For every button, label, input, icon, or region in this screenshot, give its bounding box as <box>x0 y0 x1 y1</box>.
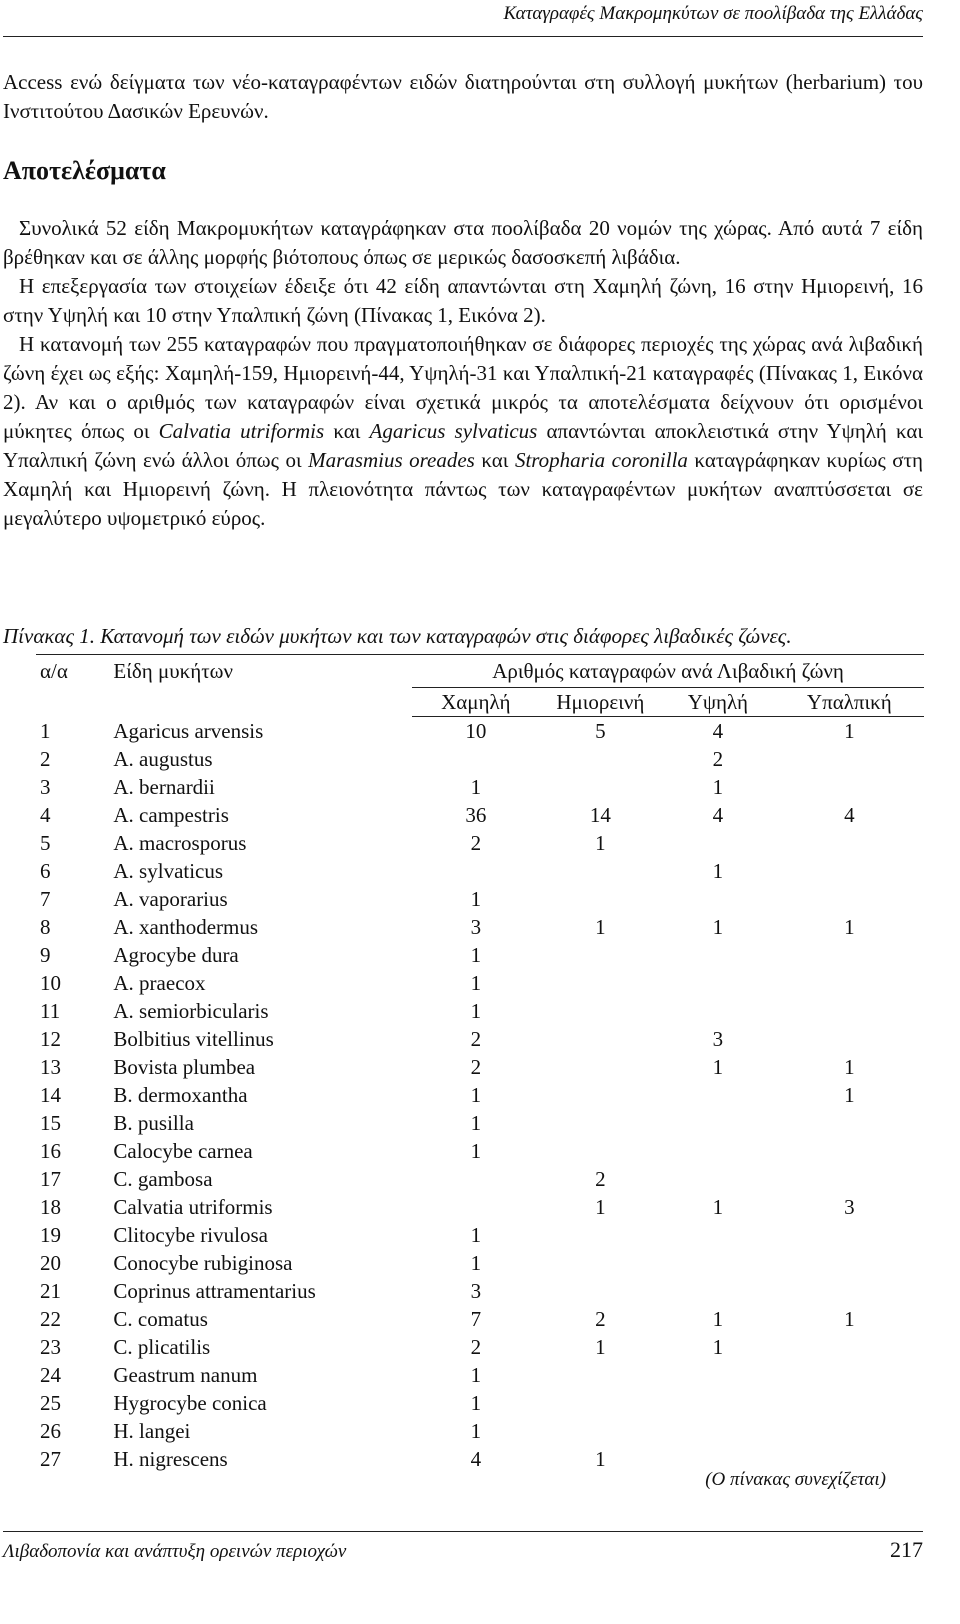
col-header-zone-submontane: Ημιορεινή <box>540 688 662 717</box>
col-header-zone-subalpine: Υπαλπική <box>775 688 924 717</box>
record-count <box>775 1389 924 1417</box>
record-count: 2 <box>595 1167 606 1191</box>
species-name: A. campestris <box>113 803 229 827</box>
table-row <box>36 1025 924 1053</box>
row-number: 11 <box>40 999 61 1023</box>
record-count: 1 <box>470 1391 482 1415</box>
record-count: 2 <box>470 1027 482 1051</box>
species-name: Calocybe carnea <box>113 1139 253 1163</box>
record-count: 1 <box>470 999 482 1023</box>
table-row <box>36 1221 924 1249</box>
record-count: 1 <box>470 1083 482 1107</box>
record-count <box>775 1025 924 1053</box>
row-number: 3 <box>40 775 51 799</box>
record-count <box>540 1361 662 1389</box>
record-count: 1 <box>470 971 482 995</box>
species-name: Clitocybe rivulosa <box>113 1223 268 1247</box>
record-count: 2 <box>470 831 482 855</box>
row-number: 20 <box>40 1251 61 1275</box>
row-number: 8 <box>40 915 51 939</box>
record-count <box>775 1417 924 1445</box>
record-count <box>661 997 774 1025</box>
record-count: 14 <box>589 803 611 827</box>
species-name: A. sylvaticus <box>113 859 224 883</box>
species-name: Coprinus attramentarius <box>113 1279 316 1303</box>
record-count: 1 <box>595 1335 606 1359</box>
record-count: 3 <box>712 1027 724 1051</box>
row-number: 27 <box>40 1447 61 1471</box>
footer-rule <box>3 1531 923 1532</box>
species-name: C. gambosa <box>113 1167 213 1191</box>
row-number: 22 <box>40 1307 61 1331</box>
record-count: 1 <box>595 1195 606 1219</box>
species-marasmius: Marasmius oreades <box>308 448 475 472</box>
table-row <box>36 1333 924 1361</box>
results-paragraph-3 <box>3 330 923 533</box>
record-count <box>775 1137 924 1165</box>
table-continued-note: (Ο πίνακας συνεχίζεται) <box>705 1469 886 1490</box>
results-text <box>3 214 923 533</box>
species-name: A. augustus <box>113 747 213 771</box>
p3-text-c: απαντώνται αποκλειστικά στην Υψηλή και Υπαλπική ζώνη ενώ άλλοι όπως οι <box>3 419 923 472</box>
record-count <box>775 997 924 1025</box>
record-count <box>775 1109 924 1137</box>
species-name: Calvatia utriformis <box>113 1195 273 1219</box>
row-number: 24 <box>40 1363 61 1387</box>
table-row <box>36 1081 924 1109</box>
record-count <box>661 829 774 857</box>
record-count: 1 <box>595 1447 606 1471</box>
record-count <box>412 745 539 773</box>
record-count <box>775 1221 924 1249</box>
record-count: 4 <box>844 803 855 827</box>
record-count <box>661 1165 774 1193</box>
record-count: 1 <box>470 1139 482 1163</box>
row-number: 17 <box>40 1167 61 1191</box>
record-count <box>661 1221 774 1249</box>
species-table <box>36 654 924 1473</box>
table-row <box>36 1249 924 1277</box>
p3-text-d: και <box>481 448 509 472</box>
table-row <box>36 1361 924 1389</box>
record-count <box>661 1249 774 1277</box>
row-number: 12 <box>40 1027 61 1051</box>
record-count <box>775 773 924 801</box>
species-name: Agrocybe dura <box>113 943 239 967</box>
record-count <box>661 1361 774 1389</box>
p3-text-e: καταγράφηκαν κυρίως στη Χαμηλή και Ημιορεινή ζώνη. Η πλειονότητα πάντως των καταγραφέντων μυκήτων αναπτύσσεται σε μεγαλύτερο υψομετρικό εύρος. <box>3 448 924 530</box>
record-count <box>775 941 924 969</box>
record-count <box>540 1137 662 1165</box>
p3-text-b: και <box>333 419 361 443</box>
species-agaricus: Agaricus sylvaticus <box>369 419 538 443</box>
record-count <box>661 1109 774 1137</box>
table-row <box>36 1305 924 1333</box>
intro-text: Access ενώ δείγματα των νέο-καταγραφέντων ειδών διατηρούνται στη συλλογή μυκήτων (herbarium) του Ινστιτούτου Δασικών Ερευνών. <box>3 70 923 123</box>
row-number: 16 <box>40 1139 61 1163</box>
record-count <box>540 745 662 773</box>
species-stropharia: Stropharia coronilla <box>514 448 688 472</box>
record-count: 1 <box>844 1055 855 1079</box>
record-count: 4 <box>712 803 724 827</box>
row-number: 1 <box>40 718 51 743</box>
record-count <box>540 1417 662 1445</box>
record-count: 1 <box>844 1083 855 1107</box>
row-number: 23 <box>40 1335 61 1359</box>
table-row <box>36 1193 924 1221</box>
record-count <box>661 1277 774 1305</box>
record-count: 2 <box>470 1335 482 1359</box>
table-row <box>36 969 924 997</box>
species-name: A. semiorbicularis <box>113 999 269 1023</box>
record-count <box>540 1025 662 1053</box>
record-count: 1 <box>470 1419 482 1443</box>
record-count <box>661 969 774 997</box>
running-head: Καταγραφές Μακρομηκύτων σε ποολίβαδα της Ελλάδας <box>503 3 923 24</box>
species-name: H. langei <box>113 1419 191 1443</box>
p3-text-a: Η κατανομή των 255 καταγραφών που πραγματοποιήθηκαν σε διάφορες περιοχές της χώρας ανά λιβαδική ζώνη έχει ως εξής: Χαμηλή-159, Ημιορεινή-44, Υψηλή-31 και Υπαλπική-21 καταγραφές (Πίνακας 1, Εικόνα 2). Αν και ο αριθμός των καταγραφών είναι σχετικά μικρός τα αποτελέσματα δείχνουν ότι ορισμένοι μύκητες όπως οι <box>3 332 923 443</box>
record-count <box>540 941 662 969</box>
intro-paragraph <box>3 68 923 126</box>
table-header-row-2 <box>36 688 924 717</box>
record-count: 1 <box>712 1055 724 1079</box>
row-number: 14 <box>40 1083 61 1107</box>
results-paragraph-2: Η επεξεργασία των στοιχείων έδειξε ότι 42 είδη απαντώνται στη Χαμηλή ζώνη, 16 στην Ημιορεινή, 16 στην Υψηλή και 10 στην Υπαλπική ζώνη (Πίνακας 1, Εικόνα 2). <box>3 274 923 327</box>
record-count <box>775 745 924 773</box>
col-header-spacer <box>36 688 113 717</box>
table-row <box>36 885 924 913</box>
record-count: 1 <box>470 943 482 967</box>
species-name: H. nigrescens <box>113 1447 228 1471</box>
record-count <box>775 857 924 885</box>
row-number: 21 <box>40 1279 61 1303</box>
table-body <box>36 717 924 1474</box>
table-row <box>36 1389 924 1417</box>
record-count: 2 <box>470 1055 482 1079</box>
table-row <box>36 1165 924 1193</box>
record-count: 36 <box>465 803 487 827</box>
record-count <box>540 857 662 885</box>
record-count <box>540 773 662 801</box>
record-count: 1 <box>470 1251 482 1275</box>
record-count <box>661 885 774 913</box>
col-header-no: α/α <box>40 659 68 684</box>
record-count: 1 <box>712 775 724 799</box>
species-name: A. macrosporus <box>113 831 247 855</box>
row-number: 18 <box>40 1195 61 1219</box>
species-name: A. praecox <box>113 971 206 995</box>
record-count <box>661 1081 774 1109</box>
record-count: 10 <box>465 719 487 743</box>
record-count <box>540 997 662 1025</box>
record-count <box>775 885 924 913</box>
row-number: 10 <box>40 971 61 995</box>
row-number: 2 <box>40 747 51 771</box>
record-count: 1 <box>712 1195 724 1219</box>
record-count: 1 <box>470 1223 482 1247</box>
record-count <box>775 1333 924 1361</box>
table-caption: Πίνακας 1. Κατανομή των ειδών μυκήτων και των καταγραφών στις διάφορες λιβαδικές ζώνες. <box>3 624 792 648</box>
record-count <box>540 885 662 913</box>
row-number: 26 <box>40 1419 61 1443</box>
row-number: 7 <box>40 887 51 911</box>
record-count: 1 <box>595 831 606 855</box>
results-paragraph-1: Συνολικά 52 είδη Μακρομυκήτων καταγράφηκαν στα ποολίβαδα 20 νομών της χώρας. Από αυτά 7 είδη βρέθηκαν και σε άλλης μορφής βιότοπους όπως σε μερικώς δασοσκεπή λιβάδια. <box>3 216 923 269</box>
record-count: 1 <box>712 1335 724 1359</box>
table-row <box>36 829 924 857</box>
table-row <box>36 745 924 773</box>
table-row <box>36 913 924 941</box>
species-name: C. plicatilis <box>113 1335 211 1359</box>
record-count: 1 <box>844 719 855 743</box>
row-number: 4 <box>40 803 51 827</box>
row-number: 25 <box>40 1391 61 1415</box>
record-count <box>412 1193 539 1221</box>
row-number: 5 <box>40 831 51 855</box>
col-header-zone-low: Χαμηλή <box>412 688 539 717</box>
record-count <box>540 1389 662 1417</box>
record-count <box>412 1165 539 1193</box>
table-container <box>36 654 924 1473</box>
record-count <box>412 857 539 885</box>
species-name: A. vaporarius <box>113 887 228 911</box>
record-count <box>661 1417 774 1445</box>
record-count: 1 <box>712 859 724 883</box>
table-row <box>36 1053 924 1081</box>
record-count: 3 <box>470 915 482 939</box>
record-count <box>540 1053 662 1081</box>
record-count: 5 <box>595 719 606 743</box>
species-name: Geastrum nanum <box>113 1363 258 1387</box>
record-count <box>661 941 774 969</box>
record-count <box>661 1389 774 1417</box>
table-row <box>36 801 924 829</box>
record-count <box>775 1361 924 1389</box>
col-header-species: Είδη μυκήτων <box>113 659 233 684</box>
table-row <box>36 1109 924 1137</box>
record-count: 3 <box>470 1279 482 1303</box>
table-row <box>36 773 924 801</box>
record-count: 7 <box>470 1307 482 1331</box>
record-count: 1 <box>712 915 724 939</box>
record-count: 1 <box>470 887 482 911</box>
record-count <box>775 1249 924 1277</box>
record-count <box>775 829 924 857</box>
row-number: 19 <box>40 1223 61 1247</box>
record-count <box>540 969 662 997</box>
species-name: A. bernardii <box>113 775 215 799</box>
record-count <box>540 1277 662 1305</box>
species-name: Bolbitius vitellinus <box>113 1027 274 1051</box>
record-count <box>775 1165 924 1193</box>
record-count: 1 <box>712 1307 724 1331</box>
table-row <box>36 997 924 1025</box>
record-count <box>775 1277 924 1305</box>
table-row <box>36 717 924 746</box>
row-number: 6 <box>40 859 51 883</box>
record-count <box>540 1109 662 1137</box>
record-count <box>540 1081 662 1109</box>
record-count: 1 <box>595 915 606 939</box>
section-heading: Αποτελέσματα <box>3 156 166 185</box>
record-count: 1 <box>844 915 855 939</box>
table-header-row-1 <box>36 655 924 688</box>
record-count: 4 <box>470 1447 482 1471</box>
record-count: 4 <box>712 719 724 743</box>
species-name: Bovista plumbea <box>113 1055 256 1079</box>
col-header-zone-group: Αριθμός καταγραφών ανά Λιβαδική ζώνη <box>412 655 924 688</box>
record-count: 1 <box>844 1307 855 1331</box>
table-row <box>36 1277 924 1305</box>
table-row <box>36 941 924 969</box>
record-count: 2 <box>712 747 724 771</box>
species-name: A. xanthodermus <box>113 915 259 939</box>
row-number: 15 <box>40 1111 61 1135</box>
record-count <box>775 969 924 997</box>
col-header-zone-high: Υψηλή <box>661 688 774 717</box>
species-name: B. pusilla <box>113 1111 194 1135</box>
species-name: Hygrocybe conica <box>113 1391 267 1415</box>
table-row <box>36 1417 924 1445</box>
record-count <box>661 1137 774 1165</box>
species-name: Conocybe rubiginosa <box>113 1251 293 1275</box>
record-count: 3 <box>844 1195 855 1219</box>
page-number: 217 <box>890 1537 923 1562</box>
species-name: C. comatus <box>113 1307 208 1331</box>
col-header-spacer <box>113 688 412 717</box>
header-rule <box>3 36 923 37</box>
row-number: 13 <box>40 1055 61 1079</box>
table-row <box>36 857 924 885</box>
record-count: 1 <box>470 775 482 799</box>
species-name: B. dermoxantha <box>113 1083 248 1107</box>
record-count: 2 <box>595 1307 606 1331</box>
record-count <box>540 1221 662 1249</box>
record-count: 1 <box>470 1363 482 1387</box>
species-name: Agaricus arvensis <box>113 718 264 743</box>
record-count: 1 <box>470 1111 482 1135</box>
record-count <box>540 1249 662 1277</box>
table-row <box>36 1137 924 1165</box>
footer-journal: Λιβαδοπονία και ανάπτυξη ορεινών περιοχών <box>3 1541 347 1562</box>
species-calvatia: Calvatia utriformis <box>158 419 325 443</box>
row-number: 9 <box>40 943 51 967</box>
